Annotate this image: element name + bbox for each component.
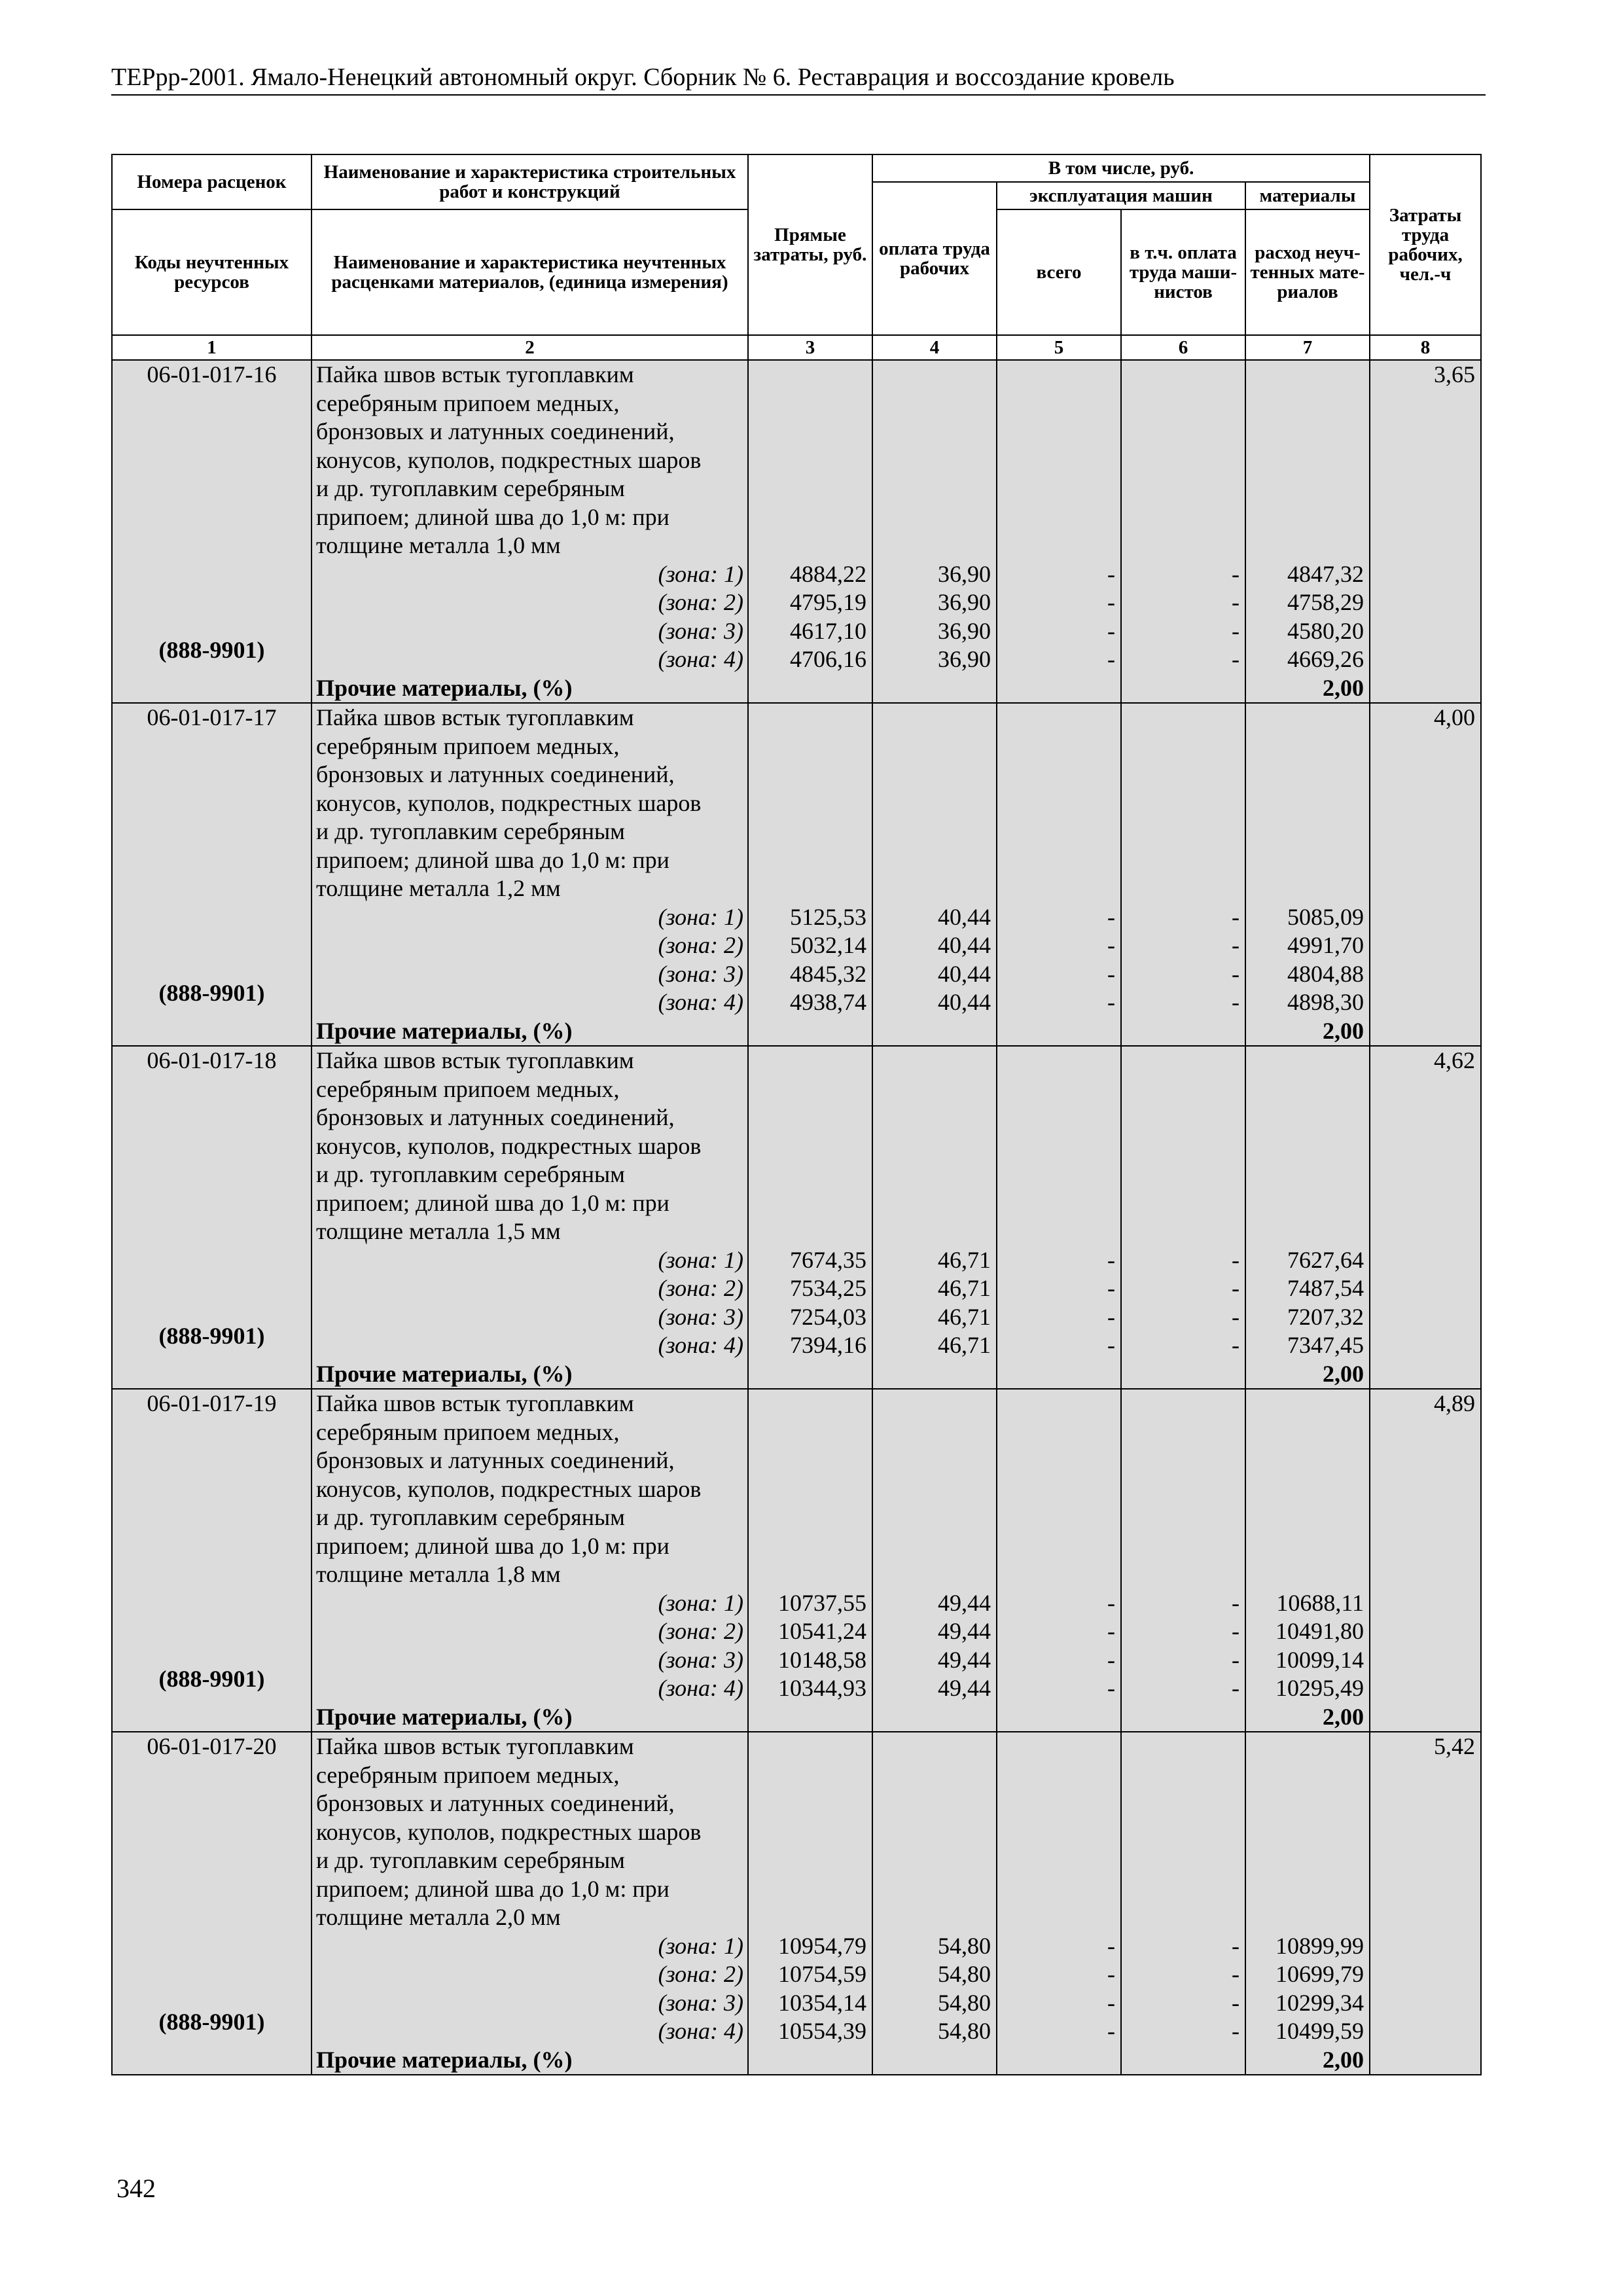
description-line: серебряным припоем медных, — [316, 1761, 620, 1788]
direct-cost: 7254,03 — [790, 1303, 866, 1330]
description-line: Пайка швов встык тугоплавким — [316, 704, 634, 730]
direct-cost: 5125,53 — [790, 903, 866, 930]
machines-total: - — [1107, 1618, 1115, 1644]
description-line: бронзовых и латунных соединений, — [316, 1447, 675, 1473]
spacer — [873, 1732, 991, 1932]
worker-pay: 40,44 — [938, 989, 991, 1015]
description-line: Пайка швов встык тугоплавким — [316, 361, 634, 387]
header-machines-total: всего — [997, 209, 1121, 335]
machinist-pay: - — [1232, 617, 1240, 644]
direct-cost: 10737,55 — [778, 1589, 866, 1616]
materials-cost: 10499,59 — [1275, 2018, 1364, 2044]
worker-pay: 54,80 — [938, 1989, 991, 2016]
machines-total: - — [1107, 903, 1115, 930]
materials-cost-cell — [1245, 1046, 1370, 1389]
materials-cost: 7627,64 — [1287, 1246, 1364, 1273]
rate-block — [112, 360, 1481, 703]
other-materials-label: Прочие материалы, (%) — [316, 1017, 573, 1044]
code-wrap — [113, 1390, 311, 1693]
machinist-pay: - — [1232, 1932, 1240, 1959]
machines-total-cell — [997, 1046, 1121, 1389]
spacer — [873, 704, 991, 903]
spacer — [1122, 1047, 1240, 1246]
header-labor-costs: Затраты труда рабочих, чел.-ч — [1370, 154, 1481, 335]
direct-cost: 7674,35 — [790, 1246, 866, 1273]
rate-code-cell — [112, 360, 312, 703]
column-number: 7 — [1245, 335, 1370, 360]
machines-total: - — [1107, 560, 1115, 587]
zone-label: (зона: 3) — [658, 960, 743, 987]
machines-total: - — [1107, 1275, 1115, 1301]
labor-cost: 3,65 — [1434, 361, 1476, 387]
materials-cost-cell — [1245, 360, 1370, 703]
materials-cost: 4580,20 — [1287, 617, 1364, 644]
worker-pay-cell — [872, 1732, 997, 2075]
description-cell — [312, 703, 748, 1046]
worker-pay: 54,80 — [938, 1961, 991, 1987]
labor-cost: 4,89 — [1434, 1390, 1476, 1416]
materials-cost: 10899,99 — [1275, 1932, 1364, 1959]
description-line: припоем; длиной шва до 1,0 м: при — [316, 1189, 669, 1216]
rate-code-cell — [112, 1046, 312, 1389]
direct-cost: 10148,58 — [778, 1646, 866, 1673]
worker-pay: 36,90 — [938, 589, 991, 615]
spacer — [1246, 1047, 1364, 1246]
labor-cost-cell — [1370, 1732, 1481, 2075]
machines-total: - — [1107, 1989, 1115, 2016]
spacer — [1246, 1390, 1364, 1589]
spacer — [749, 1732, 866, 1932]
zone-label: (зона: 3) — [658, 617, 743, 644]
machinist-pay-cell — [1121, 703, 1245, 1046]
description-line: серебряным припоем медных, — [316, 1075, 620, 1102]
description-line: бронзовых и латунных соединений, — [316, 418, 675, 444]
machinist-pay: - — [1232, 1646, 1240, 1673]
machinist-pay: - — [1232, 560, 1240, 587]
spacer — [1246, 361, 1364, 560]
description-line: припоем; длиной шва до 1,0 м: при — [316, 503, 669, 530]
spacer — [749, 1390, 866, 1589]
direct-cost-cell — [748, 703, 872, 1046]
direct-cost: 10541,24 — [778, 1618, 866, 1644]
direct-cost: 10554,39 — [778, 2018, 866, 2044]
direct-cost-cell — [748, 1046, 872, 1389]
machines-total: - — [1107, 1675, 1115, 1701]
column-number: 2 — [312, 335, 748, 360]
zone-label: (зона: 1) — [658, 1932, 743, 1959]
machines-total: - — [1107, 989, 1115, 1015]
description-cell — [312, 1389, 748, 1732]
machinist-pay: - — [1232, 1275, 1240, 1301]
materials-cost: 10299,34 — [1275, 1989, 1364, 2016]
direct-cost: 10754,59 — [778, 1961, 866, 1987]
machinist-pay: - — [1232, 1246, 1240, 1273]
column-number: 4 — [872, 335, 997, 360]
machinist-pay: - — [1232, 1589, 1240, 1616]
zone-label: (зона: 4) — [658, 1675, 743, 1701]
materials-cost: 7207,32 — [1287, 1303, 1364, 1330]
machinist-pay: - — [1232, 1332, 1240, 1358]
other-materials-label: Прочие материалы, (%) — [316, 1703, 573, 1730]
worker-pay: 49,44 — [938, 1675, 991, 1701]
direct-cost-cell — [748, 1389, 872, 1732]
rate-block — [112, 703, 1481, 1046]
machines-total: - — [1107, 589, 1115, 615]
zone-label: (зона: 3) — [658, 1646, 743, 1673]
worker-pay: 46,71 — [938, 1303, 991, 1330]
labor-cost: 4,62 — [1434, 1047, 1476, 1073]
direct-cost-cell — [748, 1732, 872, 2075]
resource-code: (888-9901) — [158, 2008, 265, 2035]
rate-block — [112, 1046, 1481, 1389]
worker-pay: 40,44 — [938, 903, 991, 930]
materials-cost: 7347,45 — [1287, 1332, 1364, 1358]
worker-pay: 49,44 — [938, 1646, 991, 1673]
machines-total: - — [1107, 960, 1115, 987]
materials-cost-cell — [1245, 703, 1370, 1046]
machines-total: - — [1107, 1961, 1115, 1987]
column-number: 6 — [1121, 335, 1245, 360]
spacer — [749, 361, 866, 560]
code-wrap — [113, 1732, 311, 2036]
direct-cost: 4795,19 — [790, 589, 866, 615]
header-worker-pay: оплата труда рабочих — [872, 182, 997, 335]
header-resource-codes: Коды неучтенных ресурсов — [112, 209, 312, 335]
spacer — [873, 1390, 991, 1589]
machines-total-cell — [997, 703, 1121, 1046]
machinist-pay: - — [1232, 960, 1240, 987]
rate-code-cell — [112, 703, 312, 1046]
description-cell — [312, 1046, 748, 1389]
materials-cost-cell — [1245, 1732, 1370, 2075]
machinist-pay: - — [1232, 2018, 1240, 2044]
machinist-pay: - — [1232, 1303, 1240, 1330]
description-line: серебряным припоем медных, — [316, 1418, 620, 1445]
spacer — [997, 704, 1115, 903]
column-numbers-row — [112, 335, 1481, 360]
description-line: толщине металла 1,8 мм — [316, 1561, 561, 1587]
machines-total: - — [1107, 1589, 1115, 1616]
rate-code-cell — [112, 1732, 312, 2075]
description-line: толщине металла 2,0 мм — [316, 1904, 561, 1930]
column-number: 3 — [748, 335, 872, 360]
zone-label: (зона: 3) — [658, 1303, 743, 1330]
description-line: и др. тугоплавким серебряным — [316, 1504, 625, 1530]
description-line: Пайка швов встык тугоплавким — [316, 1047, 634, 1073]
worker-pay-cell — [872, 1046, 997, 1389]
worker-pay: 46,71 — [938, 1332, 991, 1358]
worker-pay: 46,71 — [938, 1246, 991, 1273]
direct-cost-cell — [748, 360, 872, 703]
resource-code: (888-9901) — [158, 979, 265, 1006]
zone-label: (зона: 1) — [658, 1589, 743, 1616]
machinist-pay-cell — [1121, 1732, 1245, 2075]
materials-cost: 4898,30 — [1287, 989, 1364, 1015]
description-cell — [312, 1732, 748, 2075]
other-materials-value: 2,00 — [1323, 2046, 1364, 2073]
machines-total-cell — [997, 360, 1121, 703]
machines-total: - — [1107, 646, 1115, 672]
spacer — [1246, 1732, 1364, 1932]
description-line: серебряным припоем медных, — [316, 732, 620, 759]
spacer — [1122, 361, 1240, 560]
machines-total: - — [1107, 617, 1115, 644]
machinist-pay: - — [1232, 1618, 1240, 1644]
description-line: серебряным припоем медных, — [316, 389, 620, 416]
direct-cost: 4884,22 — [790, 560, 866, 587]
spacer — [997, 1732, 1115, 1932]
zone-label: (зона: 4) — [658, 2018, 743, 2044]
worker-pay: 54,80 — [938, 1932, 991, 1959]
worker-pay: 49,44 — [938, 1589, 991, 1616]
rates-table — [111, 154, 1482, 2075]
machines-total: - — [1107, 1646, 1115, 1673]
code-wrap — [113, 1047, 311, 1350]
machines-total: - — [1107, 1303, 1115, 1330]
labor-cost-cell — [1370, 360, 1481, 703]
materials-cost: 10295,49 — [1275, 1675, 1364, 1701]
description-line: и др. тугоплавким серебряным — [316, 1847, 625, 1873]
materials-cost: 10688,11 — [1276, 1589, 1364, 1616]
worker-pay-cell — [872, 703, 997, 1046]
spacer — [749, 704, 866, 903]
labor-cost-cell — [1370, 1046, 1481, 1389]
zone-label: (зона: 4) — [658, 989, 743, 1015]
description-line: бронзовых и латунных соединений, — [316, 1790, 675, 1816]
table-head — [112, 154, 1481, 360]
zone-label: (зона: 1) — [658, 903, 743, 930]
description-line: толщине металла 1,2 мм — [316, 875, 561, 901]
column-number: 1 — [112, 335, 312, 360]
resource-code: (888-9901) — [158, 636, 265, 663]
description-line: припоем; длиной шва до 1,0 м: при — [316, 1875, 669, 1902]
zone-label: (зона: 1) — [658, 1246, 743, 1273]
machinist-pay-cell — [1121, 360, 1245, 703]
description-line: толщине металла 1,0 мм — [316, 532, 561, 558]
labor-cost: 4,00 — [1434, 704, 1476, 730]
column-number: 5 — [997, 335, 1121, 360]
header-rate-numbers: Номера расценок — [112, 154, 312, 209]
other-materials-label: Прочие материалы, (%) — [316, 2046, 573, 2073]
machinist-pay: - — [1232, 989, 1240, 1015]
direct-cost: 4617,10 — [790, 617, 866, 644]
other-materials-value: 2,00 — [1323, 1360, 1364, 1387]
worker-pay-cell — [872, 1389, 997, 1732]
description-line: припоем; длиной шва до 1,0 м: при — [316, 1532, 669, 1559]
code-wrap — [113, 361, 311, 664]
machinist-pay-cell — [1121, 1389, 1245, 1732]
machines-total: - — [1107, 1246, 1115, 1273]
spacer — [873, 361, 991, 560]
direct-cost: 5032,14 — [790, 932, 866, 958]
rate-code-cell — [112, 1389, 312, 1732]
worker-pay: 36,90 — [938, 617, 991, 644]
spacer — [997, 361, 1115, 560]
materials-cost: 5085,09 — [1287, 903, 1364, 930]
resource-code: (888-9901) — [158, 1322, 265, 1349]
worker-pay: 46,71 — [938, 1275, 991, 1301]
labor-cost: 5,42 — [1434, 1733, 1476, 1759]
description-line: Пайка швов встык тугоплавким — [316, 1390, 634, 1416]
materials-cost: 4804,88 — [1287, 960, 1364, 987]
labor-cost-cell — [1370, 703, 1481, 1046]
labor-cost-cell — [1370, 1389, 1481, 1732]
direct-cost: 4938,74 — [790, 989, 866, 1015]
worker-pay: 40,44 — [938, 960, 991, 987]
description-line: припоем; длиной шва до 1,0 м: при — [316, 846, 669, 873]
description-line: конусов, куполов, подкрестных шаров — [316, 1818, 702, 1845]
materials-cost: 4758,29 — [1287, 589, 1364, 615]
spacer — [997, 1047, 1115, 1246]
other-materials-value: 2,00 — [1323, 674, 1364, 701]
other-materials-value: 2,00 — [1323, 1017, 1364, 1044]
direct-cost: 7534,25 — [790, 1275, 866, 1301]
rate-code: 06-01-017-18 — [147, 1047, 277, 1073]
rate-code: 06-01-017-16 — [147, 361, 277, 387]
header-material-consumption: расход неуч- тенных мате- риалов — [1245, 209, 1370, 335]
worker-pay: 36,90 — [938, 560, 991, 587]
direct-cost: 10344,93 — [778, 1675, 866, 1701]
rate-code: 06-01-017-17 — [147, 704, 277, 730]
description-line: и др. тугоплавким серебряным — [316, 1161, 625, 1187]
table-body — [112, 360, 1481, 2075]
machinist-pay: - — [1232, 1675, 1240, 1701]
machinist-pay: - — [1232, 903, 1240, 930]
zone-label: (зона: 2) — [658, 1961, 743, 1987]
machines-total: - — [1107, 1332, 1115, 1358]
machines-total: - — [1107, 932, 1115, 958]
header-machines: эксплуатация машин — [997, 182, 1245, 209]
machinist-pay: - — [1232, 932, 1240, 958]
machines-total-cell — [997, 1389, 1121, 1732]
description-cell — [312, 360, 748, 703]
direct-cost: 4845,32 — [790, 960, 866, 987]
code-wrap — [113, 704, 311, 1007]
description-line: и др. тугоплавким серебряным — [316, 818, 625, 844]
description-line: конусов, куполов, подкрестных шаров — [316, 789, 702, 816]
worker-pay: 54,80 — [938, 2018, 991, 2044]
description-line: толщине металла 1,5 мм — [316, 1218, 561, 1244]
spacer — [1246, 704, 1364, 903]
materials-cost: 10491,80 — [1275, 1618, 1364, 1644]
spacer — [749, 1047, 866, 1246]
direct-cost: 10354,14 — [778, 1989, 866, 2016]
spacer — [997, 1390, 1115, 1589]
machinist-pay: - — [1232, 589, 1240, 615]
header-including: В том числе, руб. — [872, 154, 1370, 182]
description-line: конусов, куполов, подкрестных шаров — [316, 1475, 702, 1502]
materials-cost: 4847,32 — [1287, 560, 1364, 587]
machines-total: - — [1107, 2018, 1115, 2044]
resource-code: (888-9901) — [158, 1665, 265, 1692]
page-number: 342 — [116, 2174, 156, 2203]
description-line: конусов, куполов, подкрестных шаров — [316, 1132, 702, 1159]
zone-label: (зона: 2) — [658, 932, 743, 958]
header-machinist-pay: в т.ч. оплата труда маши- нистов — [1121, 209, 1245, 335]
spacer — [1122, 1732, 1240, 1932]
worker-pay: 40,44 — [938, 932, 991, 958]
other-materials-label: Прочие материалы, (%) — [316, 674, 573, 701]
materials-cost-cell — [1245, 1389, 1370, 1732]
machinist-pay-cell — [1121, 1046, 1245, 1389]
materials-cost: 10099,14 — [1275, 1646, 1364, 1673]
other-materials-label: Прочие материалы, (%) — [316, 1360, 573, 1387]
machinist-pay: - — [1232, 1989, 1240, 2016]
worker-pay: 36,90 — [938, 646, 991, 672]
description-line: Пайка швов встык тугоплавким — [316, 1733, 634, 1759]
machinist-pay: - — [1232, 646, 1240, 672]
zone-label: (зона: 3) — [658, 1989, 743, 2016]
zone-label: (зона: 2) — [658, 1275, 743, 1301]
rate-block — [112, 1389, 1481, 1732]
zone-label: (зона: 4) — [658, 1332, 743, 1358]
description-line: бронзовых и латунных соединений, — [316, 761, 675, 787]
direct-cost: 10954,79 — [778, 1932, 866, 1959]
materials-cost: 10699,79 — [1275, 1961, 1364, 1987]
spacer — [1122, 1390, 1240, 1589]
worker-pay: 49,44 — [938, 1618, 991, 1644]
header-work-name: Наименование и характеристика строительных работ и конструкций — [312, 154, 748, 209]
rate-code: 06-01-017-19 — [147, 1390, 277, 1416]
worker-pay-cell — [872, 360, 997, 703]
description-line: бронзовых и латунных соединений, — [316, 1104, 675, 1130]
direct-cost: 7394,16 — [790, 1332, 866, 1358]
machines-total: - — [1107, 1932, 1115, 1959]
machinist-pay: - — [1232, 1961, 1240, 1987]
description-line: и др. тугоплавким серебряным — [316, 475, 625, 501]
column-number: 8 — [1370, 335, 1481, 360]
zone-label: (зона: 2) — [658, 1618, 743, 1644]
page-header: ТЕРрр-2001. Ямало-Ненецкий автономный округ. Сборник № 6. Реставрация и воссоздание кровель — [111, 60, 1486, 96]
spacer — [1122, 704, 1240, 903]
zone-label: (зона: 2) — [658, 589, 743, 615]
direct-cost: 4706,16 — [790, 646, 866, 672]
zone-label: (зона: 1) — [658, 560, 743, 587]
spacer — [873, 1047, 991, 1246]
materials-cost: 7487,54 — [1287, 1275, 1364, 1301]
description-line: конусов, куполов, подкрестных шаров — [316, 446, 702, 473]
machines-total-cell — [997, 1732, 1121, 2075]
header-material-name: Наименование и характеристика неучтенных расценками материалов, (единица измерения) — [312, 209, 748, 335]
header-materials: материалы — [1245, 182, 1370, 209]
rate-block — [112, 1732, 1481, 2075]
rate-code: 06-01-017-20 — [147, 1733, 277, 1759]
materials-cost: 4669,26 — [1287, 646, 1364, 672]
materials-cost: 4991,70 — [1287, 932, 1364, 958]
other-materials-value: 2,00 — [1323, 1703, 1364, 1730]
header-direct-costs: Прямые затраты, руб. — [748, 154, 872, 335]
zone-label: (зона: 4) — [658, 646, 743, 672]
